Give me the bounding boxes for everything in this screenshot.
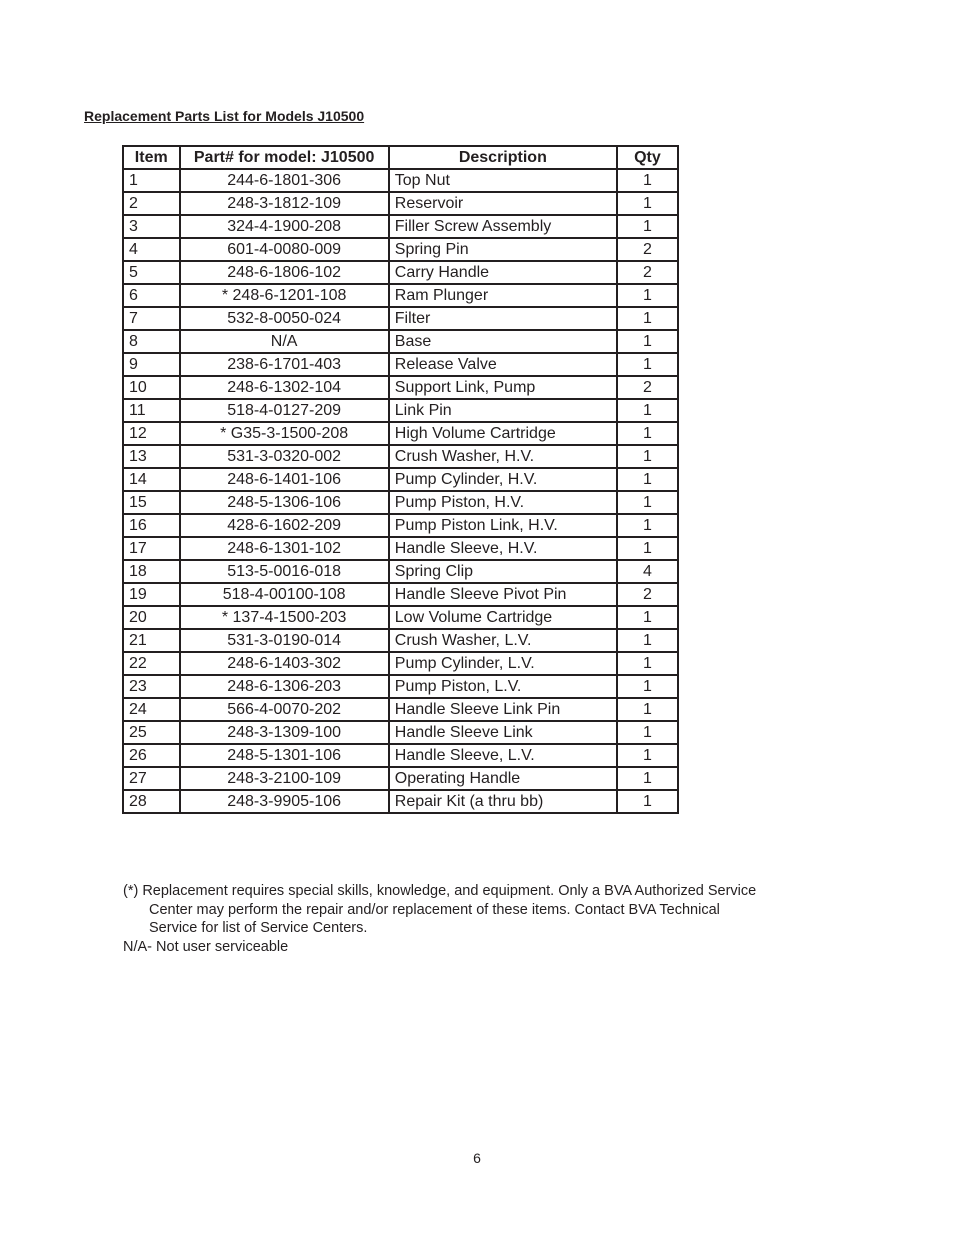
cell-description: Spring Clip [389, 560, 617, 583]
table-row [123, 422, 678, 445]
cell-description: Carry Handle [389, 261, 617, 284]
table-row [123, 790, 678, 813]
cell-part-number: 248-6-1306-203 [180, 675, 389, 698]
table-header-row [123, 146, 678, 169]
cell-item: 19 [123, 583, 180, 606]
cell-item: 3 [123, 215, 180, 238]
cell-item: 25 [123, 721, 180, 744]
cell-description: Filter [389, 307, 617, 330]
cell-part-number: 238-6-1701-403 [180, 353, 389, 376]
cell-qty: 2 [617, 261, 678, 284]
cell-qty: 1 [617, 307, 678, 330]
cell-description: Spring Pin [389, 238, 617, 261]
cell-qty: 2 [617, 583, 678, 606]
table-row [123, 353, 678, 376]
cell-part-number: 248-6-1302-104 [180, 376, 389, 399]
table-row [123, 238, 678, 261]
table-row [123, 169, 678, 192]
cell-qty: 1 [617, 537, 678, 560]
cell-item: 18 [123, 560, 180, 583]
cell-item: 10 [123, 376, 180, 399]
table-row [123, 261, 678, 284]
header-description: Description [389, 146, 617, 169]
table-row [123, 192, 678, 215]
cell-qty: 1 [617, 514, 678, 537]
cell-item: 13 [123, 445, 180, 468]
cell-qty: 1 [617, 445, 678, 468]
cell-part-number: 601-4-0080-009 [180, 238, 389, 261]
cell-item: 9 [123, 353, 180, 376]
cell-description: Pump Piston, L.V. [389, 675, 617, 698]
table-row [123, 215, 678, 238]
cell-qty: 2 [617, 238, 678, 261]
cell-item: 7 [123, 307, 180, 330]
cell-description: Handle Sleeve, L.V. [389, 744, 617, 767]
cell-item: 8 [123, 330, 180, 353]
cell-item: 16 [123, 514, 180, 537]
table-row [123, 445, 678, 468]
cell-item: 17 [123, 537, 180, 560]
cell-description: High Volume Cartridge [389, 422, 617, 445]
cell-item: 6 [123, 284, 180, 307]
cell-description: Filler Screw Assembly [389, 215, 617, 238]
cell-description: Repair Kit (a thru bb) [389, 790, 617, 813]
cell-qty: 1 [617, 192, 678, 215]
table-row [123, 307, 678, 330]
cell-description: Handle Sleeve Link Pin [389, 698, 617, 721]
cell-part-number: * 137-4-1500-203 [180, 606, 389, 629]
cell-part-number: 324-4-1900-208 [180, 215, 389, 238]
parts-table [122, 145, 679, 814]
cell-part-number: 518-4-0127-209 [180, 399, 389, 422]
cell-qty: 1 [617, 629, 678, 652]
cell-description: Crush Washer, L.V. [389, 629, 617, 652]
cell-item: 26 [123, 744, 180, 767]
footnote-line: (*) Replacement requires special skills, knowledge, and equipment. Only a BVA Authorized Service [123, 883, 757, 899]
cell-qty: 1 [617, 468, 678, 491]
cell-item: 15 [123, 491, 180, 514]
cell-item: 5 [123, 261, 180, 284]
cell-part-number: 513-5-0016-018 [180, 560, 389, 583]
cell-qty: 1 [617, 353, 678, 376]
cell-part-number: 566-4-0070-202 [180, 698, 389, 721]
cell-description: Pump Cylinder, L.V. [389, 652, 617, 675]
cell-qty: 1 [617, 284, 678, 307]
table-row [123, 376, 678, 399]
cell-description: Handle Sleeve, H.V. [389, 537, 617, 560]
cell-part-number: 518-4-00100-108 [180, 583, 389, 606]
parts-table-body [123, 169, 678, 813]
table-row [123, 698, 678, 721]
cell-qty: 1 [617, 491, 678, 514]
cell-item: 20 [123, 606, 180, 629]
cell-description: Handle Sleeve Link [389, 721, 617, 744]
cell-part-number: 248-6-1806-102 [180, 261, 389, 284]
cell-qty: 1 [617, 721, 678, 744]
header-item: Item [123, 146, 180, 169]
cell-description: Top Nut [389, 169, 617, 192]
cell-qty: 4 [617, 560, 678, 583]
header-part-number: Part# for model: J10500 [180, 146, 389, 169]
cell-description: Support Link, Pump [389, 376, 617, 399]
cell-qty: 2 [617, 376, 678, 399]
cell-item: 14 [123, 468, 180, 491]
cell-description: Operating Handle [389, 767, 617, 790]
cell-part-number: 248-5-1306-106 [180, 491, 389, 514]
footnote-line: N/A- Not user serviceable [123, 938, 289, 955]
cell-description: Ram Plunger [389, 284, 617, 307]
cell-description: Link Pin [389, 399, 617, 422]
cell-qty: 1 [617, 606, 678, 629]
cell-part-number: 531-3-0320-002 [180, 445, 389, 468]
cell-description: Low Volume Cartridge [389, 606, 617, 629]
cell-qty: 1 [617, 422, 678, 445]
cell-description: Pump Cylinder, H.V. [389, 468, 617, 491]
cell-description: Base [389, 330, 617, 353]
cell-qty: 1 [617, 169, 678, 192]
table-row [123, 767, 678, 790]
cell-part-number: 531-3-0190-014 [180, 629, 389, 652]
cell-item: 11 [123, 399, 180, 422]
cell-part-number: 248-6-1403-302 [180, 652, 389, 675]
cell-part-number: 248-3-1309-100 [180, 721, 389, 744]
cell-qty: 1 [617, 652, 678, 675]
cell-qty: 1 [617, 790, 678, 813]
footnotes [123, 882, 823, 956]
table-row [123, 537, 678, 560]
cell-qty: 1 [617, 744, 678, 767]
table-row [123, 399, 678, 422]
cell-item: 22 [123, 652, 180, 675]
cell-qty: 1 [617, 330, 678, 353]
cell-item: 24 [123, 698, 180, 721]
cell-item: 21 [123, 629, 180, 652]
cell-part-number: 532-8-0050-024 [180, 307, 389, 330]
cell-qty: 1 [617, 399, 678, 422]
cell-part-number: 248-3-9905-106 [180, 790, 389, 813]
cell-part-number: 248-3-2100-109 [180, 767, 389, 790]
table-row [123, 721, 678, 744]
table-row [123, 468, 678, 491]
cell-qty: 1 [617, 698, 678, 721]
table-row [123, 491, 678, 514]
cell-qty: 1 [617, 675, 678, 698]
table-row [123, 583, 678, 606]
footnote-line: Center may perform the repair and/or replacement of these items. Contact BVA Technical [149, 901, 720, 918]
cell-item: 2 [123, 192, 180, 215]
table-row [123, 652, 678, 675]
cell-item: 28 [123, 790, 180, 813]
cell-part-number: 248-5-1301-106 [180, 744, 389, 767]
table-row [123, 629, 678, 652]
table-row [123, 284, 678, 307]
cell-part-number: 428-6-1602-209 [180, 514, 389, 537]
cell-qty: 1 [617, 767, 678, 790]
cell-item: 4 [123, 238, 180, 261]
table-row [123, 560, 678, 583]
cell-description: Reservoir [389, 192, 617, 215]
cell-part-number: * G35-3-1500-208 [180, 422, 389, 445]
table-row [123, 330, 678, 353]
cell-description: Handle Sleeve Pivot Pin [389, 583, 617, 606]
cell-part-number: 248-6-1301-102 [180, 537, 389, 560]
header-qty: Qty [617, 146, 678, 169]
table-row [123, 744, 678, 767]
page-number: 6 [473, 1150, 481, 1166]
cell-part-number: 248-6-1401-106 [180, 468, 389, 491]
cell-description: Pump Piston, H.V. [389, 491, 617, 514]
cell-item: 27 [123, 767, 180, 790]
cell-description: Crush Washer, H.V. [389, 445, 617, 468]
table-row [123, 606, 678, 629]
cell-description: Pump Piston Link, H.V. [389, 514, 617, 537]
cell-item: 23 [123, 675, 180, 698]
cell-part-number: * 248-6-1201-108 [180, 284, 389, 307]
footnote-line: Service for list of Service Centers. [149, 920, 368, 936]
cell-part-number: 248-3-1812-109 [180, 192, 389, 215]
cell-part-number: 244-6-1801-306 [180, 169, 389, 192]
table-row [123, 675, 678, 698]
cell-description: Release Valve [389, 353, 617, 376]
cell-part-number: N/A [180, 330, 389, 353]
page-title: Replacement Parts List for Models J10500 [84, 108, 365, 124]
cell-item: 1 [123, 169, 180, 192]
cell-item: 12 [123, 422, 180, 445]
table-row [123, 514, 678, 537]
cell-qty: 1 [617, 215, 678, 238]
